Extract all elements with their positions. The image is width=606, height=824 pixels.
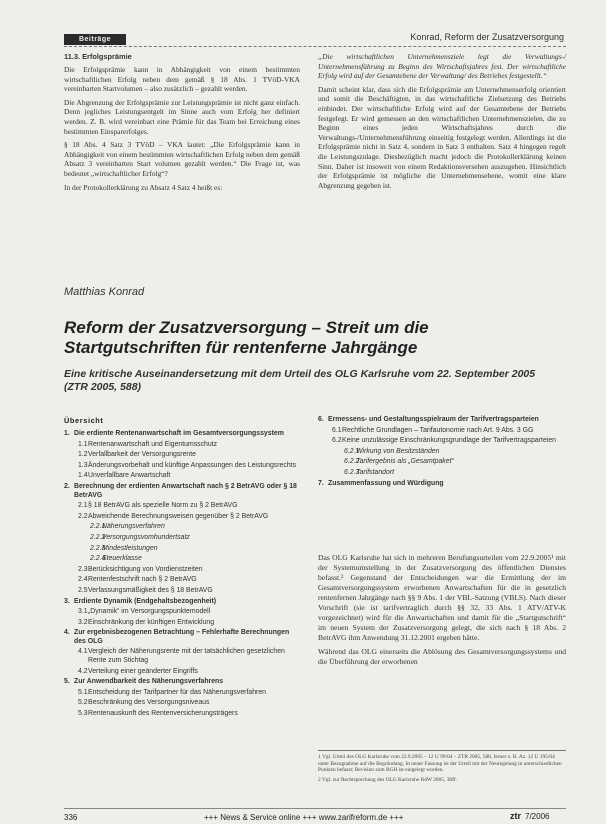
toc-entry-number: 5.3: [78, 710, 88, 718]
toc-entry-number: 1.: [64, 430, 70, 437]
toc-entry: [64, 668, 300, 677]
toc-entry-title: Tarifergebnis als „Gesamtpaket“: [356, 458, 454, 466]
toc-entry: [318, 437, 566, 446]
footer-url: +++ News & Service online +++ www.zarifreform.de +++: [204, 813, 404, 822]
body-paragraph: Während das OLG einerseits die Ablösung des Gesamtversorgungssystems und die Überführung der erworbenen: [318, 647, 566, 666]
toc-entry-number: 1.4: [78, 472, 88, 480]
footnote: 1 Vgl. Urteil des OLG Karlsruhe vom 22.9.2005 – 12 U 99/04 – ZTR 2005, 588, ferner z. B. Az. 12 U 195/04 unter Bezugnahme auf die Begründung. In neuer Fassung ist der Urteil mit der Neuregelung in unterschiedlichen Punkten befasst; Revision zum BGH ist eingelegt worden.: [318, 754, 562, 774]
toc-entry: [64, 523, 300, 532]
toc-entry-title: Beschränkung des Versorgungsniveaus: [88, 699, 210, 707]
toc-entry: [64, 678, 300, 687]
toc-entry-title: § 18 BetrAVG als spezielle Norm zu § 2 BetrAVG: [88, 502, 238, 510]
toc-entry-number: 2.2.2: [90, 533, 106, 541]
toc-entry: [64, 462, 300, 471]
toc-entry: [318, 416, 566, 425]
page-number: 336: [64, 813, 78, 822]
footnote: 2 Vgl. zur Rechtsprechung des OLG Karlsruhe RdW 2005, 38ff.: [318, 776, 457, 783]
prev-paragraph: Die Erfolgsprämie kann in Abhängigkeit von einem bestimmten wirtschaftlichen Erfolg neben dem gemäß § 18 Abs. 1 TVöD-VKA vereinbarten Startvolumen – also zusätzlich – gezahlt werden.: [64, 65, 300, 94]
toc-entry-title: Die erdiente Rentenanwartschaft im Gesamtversorgungssystem: [74, 430, 284, 437]
toc-entry-title: Steuerklasse: [102, 555, 142, 563]
toc-entry: [318, 448, 566, 457]
prev-paragraph: In der Protokollerklärung zu Absatz 4 Satz 4 heißt es:: [64, 182, 223, 192]
toc-entry: [64, 483, 300, 500]
toc-entry: [64, 451, 300, 460]
toc-left: [64, 430, 300, 721]
toc-entry: [64, 534, 300, 543]
toc-entry-title: Erdiente Dynamik (Endgehaltsbezogenheit): [74, 597, 217, 605]
toc-entry-title: Einschränkung der künftigen Entwicklung: [88, 618, 215, 626]
toc-entry: [318, 469, 566, 478]
article-title: Reform der Zusatzversorgung – Streit um die Startgutschriften für rentenferne Jahrgänge: [64, 318, 429, 357]
toc-entry-number: 4.: [64, 629, 70, 637]
toc-entry: [64, 576, 300, 585]
toc-entry: [64, 502, 300, 511]
toc-entry-title: Vergleich der Näherungsrente mit der tatsächlichen gesetzlichen Rente zum Stichtag: [88, 648, 285, 665]
toc-entry-title: Rentenfestschrift nach § 2 BetrAVG: [88, 576, 197, 584]
toc-entry-number: 4.2: [78, 667, 88, 675]
toc-entry: [64, 648, 300, 665]
toc-entry: [64, 689, 300, 698]
toc-entry: [64, 430, 300, 439]
toc-entry-title: Versorgungsvomhundertsatz: [102, 533, 190, 541]
toc-entry-title: Unverfallbare Anwartschaft: [88, 472, 171, 480]
journal-logo: ztr: [510, 811, 521, 821]
toc-entry-number: 2.2.3: [90, 544, 106, 552]
toc-entry: [64, 472, 300, 481]
toc-entry-number: 5.2: [78, 699, 88, 707]
toc-entry: [64, 555, 300, 564]
protocol-quote: „Die wirtschaftlichen Unternehmensziele legt die Verwaltungs-/ Unternehmensführung zu Beginn des Wirtschaftsjahres fest. Der wirtschaftliche Erfolg wird auf der Gesamtebene der Verwaltung/ des Betriebes festgestellt.“: [318, 52, 566, 81]
footer-issue: [510, 811, 549, 821]
toc-entry-number: 6.2.1: [344, 447, 360, 455]
toc-heading: Übersicht: [64, 416, 104, 425]
toc-entry-title: Tarifstandort: [356, 468, 395, 476]
toc-entry-number: 6.: [318, 416, 324, 423]
toc-entry-title: Verfallbarkeit der Versorgungsrente: [88, 451, 197, 459]
toc-entry-title: Entscheidung der Tarifpartner für das Näherungsverfahren: [88, 688, 266, 696]
toc-entry: [64, 619, 300, 628]
footer-rule: [64, 808, 566, 809]
toc-entry-title: Mindestleistungen: [102, 544, 158, 552]
toc-entry: [64, 545, 300, 554]
toc-entry-title: Ermessens- und Gestaltungsspielraum der Tarifvertragsparteien: [328, 416, 539, 423]
toc-entry-title: Änderungsvorbehalt und künftige Anpassungen des Leistungsrechts: [88, 461, 297, 469]
toc-entry: [64, 699, 300, 708]
toc-entry-number: 6.2.2: [344, 458, 360, 466]
toc-entry-number: 3.1: [78, 608, 88, 616]
toc-entry-number: 6.1: [332, 426, 342, 434]
article-author: Matthias Konrad: [64, 286, 145, 298]
toc-entry-title: Zusammenfassung und Würdigung: [328, 479, 444, 487]
toc-entry: [64, 608, 300, 617]
toc-entry-title: Rentenanwartschaft und Eigentumsschutz: [88, 440, 218, 448]
toc-entry-number: 1.2: [78, 451, 88, 459]
toc-entry-title: Abweichende Berechnungsweisen gegenüber § 2 BetrAVG: [88, 512, 269, 520]
prev-paragraph: Die Abgrenzung der Erfolgsprämie zur Leistungsprämie ist nicht ganz einfach. Denn jegliches Leistungsentgelt im Sinne auch vom Erfolg her definiert werden. Z. B. wird vereinbart eine Prämie für das Team bei Erreichung eines bestimmten Einsparerfolges.: [64, 97, 300, 136]
toc-entry-title: Zur ergebnisbezogenen Betrachtung – Fehlerhafte Berechnungen des OLG: [74, 629, 290, 645]
toc-entry-title: Rechtliche Grundlagen – Tarifautonomie nach Art. 9 Abs. 3 GG: [342, 426, 534, 434]
header-rule: [64, 46, 566, 47]
toc-entry-number: 2.5: [78, 586, 88, 594]
toc-entry-title: „Dynamik“ im Versorgungspunktemodell: [88, 608, 211, 616]
toc-entry-number: 2.2.1: [90, 523, 106, 531]
toc-entry: [64, 441, 300, 450]
toc-entry: [64, 587, 300, 596]
issue-number: 7/2006: [525, 812, 550, 821]
toc-entry-title: Wirkung von Besitzständen: [356, 447, 440, 455]
toc-entry: [318, 458, 566, 467]
article-subtitle: Eine kritische Auseinandersetzung mit dem Urteil des OLG Karlsruhe vom 22. September 2005 (ZTR 2005, 588): [64, 368, 536, 393]
section-tag: Beiträge: [64, 34, 126, 45]
prev-paragraph: § 18 Abs. 4 Satz 3 TVöD – VKA lautet: „Die Erfolgsprämie kann in Abhängigkeit von einem bestimmten wirtschaftlichen Erfolg neben dem gemäß Absatz 3 vereinbarten Start volumen gezahlt werden.“ Die Frage ist, was bedeutet „wirtschaftlicher Erfolg“?: [64, 140, 300, 178]
toc-entry-number: 1.3: [78, 461, 88, 469]
toc-entry-title: Berücksichtigung von Vordienstzeiten: [88, 565, 203, 573]
toc-entry-number: 3.: [64, 597, 70, 605]
prev-section-heading: 11.3. Erfolgsprämie: [64, 52, 132, 61]
toc-entry-number: 3.2: [78, 618, 88, 626]
toc-entry-number: 2.1: [78, 502, 88, 510]
toc-entry-number: 6.2: [332, 437, 342, 445]
toc-entry-number: 1.1: [78, 440, 88, 448]
toc-entry: [64, 566, 300, 575]
toc-entry: [64, 598, 300, 607]
toc-entry-title: Keine unzulässige Einschränkungsgrundlage der Tarifvertragsparteien: [342, 437, 556, 445]
prev-paragraph: Damit scheint klar, dass sich die Erfolgsprämie am Unternehmenserfolg orientiert und somit die Beschäftigten, in das wirtschaftliche Zielsetzung des Betriebs einbindet. Der wirtschaftliche Erfolg wird auf der Gesamtebene der Betriebs festgelegt. Er wird gemessen an den wirtschaftlichen Unternehmenszielen, die zu Beginn eines jeden Wirtschaftsjahres durch die Verwaltungs-/Unternehmensführung einseitig festgelegt werden. Allerdings ist die Erfolgsprämie nicht in Satz 4, sondern in Satz 3 enthalten. Satz 4 hingegen regelt die Leistungszulage. Diesbezüglich macht jedoch die Protokollerklärung keinen Sinn. Daher ist insoweit von einem Redaktionsversehen auszugehen. Hinsichtlich der Erfolgsprämie ist mögliche die Unternehmensebene, womit eine klare Abgrenzung gegeben ist.: [318, 84, 566, 190]
toc-entry-title: Zur Anwendbarkeit des Näherungsverfahrens: [74, 678, 224, 686]
article-body: [318, 553, 566, 671]
toc-entry-number: 2.2: [78, 512, 88, 520]
toc-entry-number: 2.3: [78, 565, 88, 573]
toc-entry-number: 4.1: [78, 648, 88, 656]
toc-entry: [64, 513, 300, 522]
toc-entry-title: Berechnung der erdienten Anwartschaft nach § 2 BetrAVG oder § 18 BetrAVG: [74, 482, 297, 499]
running-title: Konrad, Reform der Zusatzversorgung: [410, 32, 564, 42]
toc-entry-title: Verteilung einer geänderter Eingriffs: [88, 667, 198, 675]
toc-entry: [318, 480, 566, 489]
toc-entry-title: Rentenauskunft des Rentenversicherungsträgers: [88, 710, 238, 718]
toc-entry: [64, 710, 300, 719]
toc-entry-number: 5.1: [78, 688, 88, 696]
toc-entry-number: 6.2.3: [344, 468, 360, 476]
toc-entry-number: 5.: [64, 678, 70, 686]
footnotes: [318, 750, 566, 786]
toc-entry-number: 2.4: [78, 576, 88, 584]
toc-entry-title: Verfassungsmäßigkeit des § 18 BetrAVG: [88, 586, 213, 594]
toc-entry: [318, 427, 566, 436]
toc-entry-number: 2.2.4: [90, 555, 106, 563]
toc-entry-number: 7.: [318, 479, 324, 487]
toc-entry: [64, 629, 300, 646]
toc-entry-title: Näherungsverfahren: [102, 523, 165, 531]
toc-entry-number: 2.: [64, 482, 70, 490]
toc-right: [318, 416, 566, 490]
prev-article-right: [318, 52, 566, 194]
body-paragraph: Das OLG Karlsruhe hat sich in mehreren Berufungsurteilen vom 22.9.2005¹ mit der Systemumstellung in der Zusatzversorgung des öffentlichen Dienstes befasst.² Gegenstand der Entscheidungen war die Ermittlung der im Gesamtversorgungssystem erworbenen Anwartschaften für die in gesetzlich rentenfernen Jahrgänge nach §§ 9 Abs. 1 der VBL-Satzung (VBLS). Nach dieser Vorschrift (sie ist tarifvertraglich durch §§ 32, 33 Abs. 1 ATV/ATV-K vorgezeichnet) wird für die Anwartschaften und damit für die „Startgutschrift“ im neuen System der Zusatzversorgung gelegt, die sich nach § 18 Abs. 2 BetrAVG ihm Anwendung 31.12.2001 ergeben hätte.: [318, 553, 566, 642]
prev-article-left: [64, 52, 300, 196]
